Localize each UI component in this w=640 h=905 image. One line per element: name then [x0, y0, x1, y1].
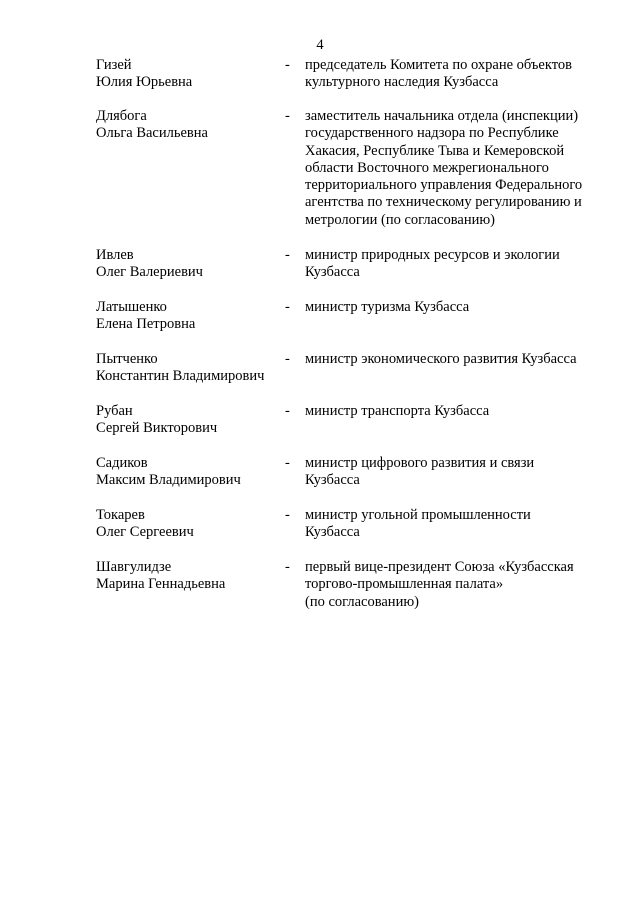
member-name	[96, 247, 286, 282]
separator-dash: -	[285, 299, 290, 315]
position-line: торгово-промышленная палата»	[305, 576, 504, 593]
position-line: территориального управления Федерального	[305, 177, 583, 194]
member-given-names: Юлия Юрьевна	[96, 74, 193, 91]
position-line: государственного надзора по Республике	[305, 125, 559, 142]
member-name	[96, 351, 286, 386]
separator-dash: -	[285, 455, 290, 471]
position-line: Кузбасса	[305, 524, 360, 541]
member-name	[96, 57, 286, 92]
separator-dash: -	[285, 403, 290, 419]
member-position	[305, 507, 605, 542]
separator-dash: -	[285, 57, 290, 73]
member-position	[305, 247, 605, 282]
member-position	[305, 559, 605, 611]
member-name	[96, 403, 286, 438]
member-given-names: Олег Сергеевич	[96, 524, 194, 541]
member-surname: Садиков	[96, 455, 148, 471]
member-given-names: Марина Геннадьевна	[96, 576, 226, 593]
separator-dash: -	[285, 247, 290, 263]
member-given-names: Сергей Викторович	[96, 420, 218, 437]
position-line: министр туризма Кузбасса	[305, 299, 470, 315]
position-line: министр угольной промышленности	[305, 507, 531, 523]
position-line: заместитель начальника отдела (инспекции)	[305, 108, 579, 124]
member-position	[305, 403, 605, 420]
member-name	[96, 559, 286, 594]
member-given-names: Константин Владимирович	[96, 368, 265, 385]
member-surname: Рубан	[96, 403, 133, 419]
member-position	[305, 299, 605, 316]
member-name	[96, 108, 286, 143]
member-surname: Токарев	[96, 507, 145, 523]
position-line: (по согласованию)	[305, 593, 419, 610]
member-surname: Пытченко	[96, 351, 158, 367]
member-position	[305, 351, 605, 368]
position-line: области Восточного межрегионального	[305, 159, 549, 176]
member-given-names: Елена Петровна	[96, 316, 196, 333]
position-line: агентства по техническому регулированию и	[305, 194, 582, 211]
member-surname: Шавгулидзе	[96, 559, 172, 575]
position-line: Хакасия, Республике Тыва и Кемеровской	[305, 142, 565, 159]
member-surname: Гизей	[96, 57, 132, 73]
member-surname: Латышенко	[96, 299, 167, 315]
member-surname: Длябога	[96, 108, 147, 124]
position-line: министр природных ресурсов и экологии	[305, 247, 560, 263]
separator-dash: -	[285, 108, 290, 124]
position-line: Кузбасса	[305, 472, 360, 489]
member-given-names: Ольга Васильевна	[96, 125, 208, 142]
position-line: министр цифрового развития и связи	[305, 455, 535, 471]
position-line: Кузбасса	[305, 264, 360, 281]
member-surname: Ивлев	[96, 247, 134, 263]
separator-dash: -	[285, 507, 290, 523]
position-line: министр экономического развития Кузбасса	[305, 351, 577, 367]
separator-dash: -	[285, 559, 290, 575]
member-position	[305, 455, 605, 490]
position-line: председатель Комитета по охране объектов	[305, 57, 572, 73]
member-name	[96, 299, 286, 334]
page-number: 4	[316, 37, 324, 53]
position-line: метрологии (по согласованию)	[305, 211, 496, 228]
member-name	[96, 507, 286, 542]
member-given-names: Олег Валериевич	[96, 264, 203, 281]
member-position	[305, 108, 605, 229]
position-line: культурного наследия Кузбасса	[305, 74, 499, 91]
position-line: министр транспорта Кузбасса	[305, 403, 490, 419]
member-name	[96, 455, 286, 490]
position-line: первый вице-президент Союза «Кузбасская	[305, 559, 574, 575]
member-given-names: Максим Владимирович	[96, 472, 241, 489]
member-position	[305, 57, 605, 92]
separator-dash: -	[285, 351, 290, 367]
